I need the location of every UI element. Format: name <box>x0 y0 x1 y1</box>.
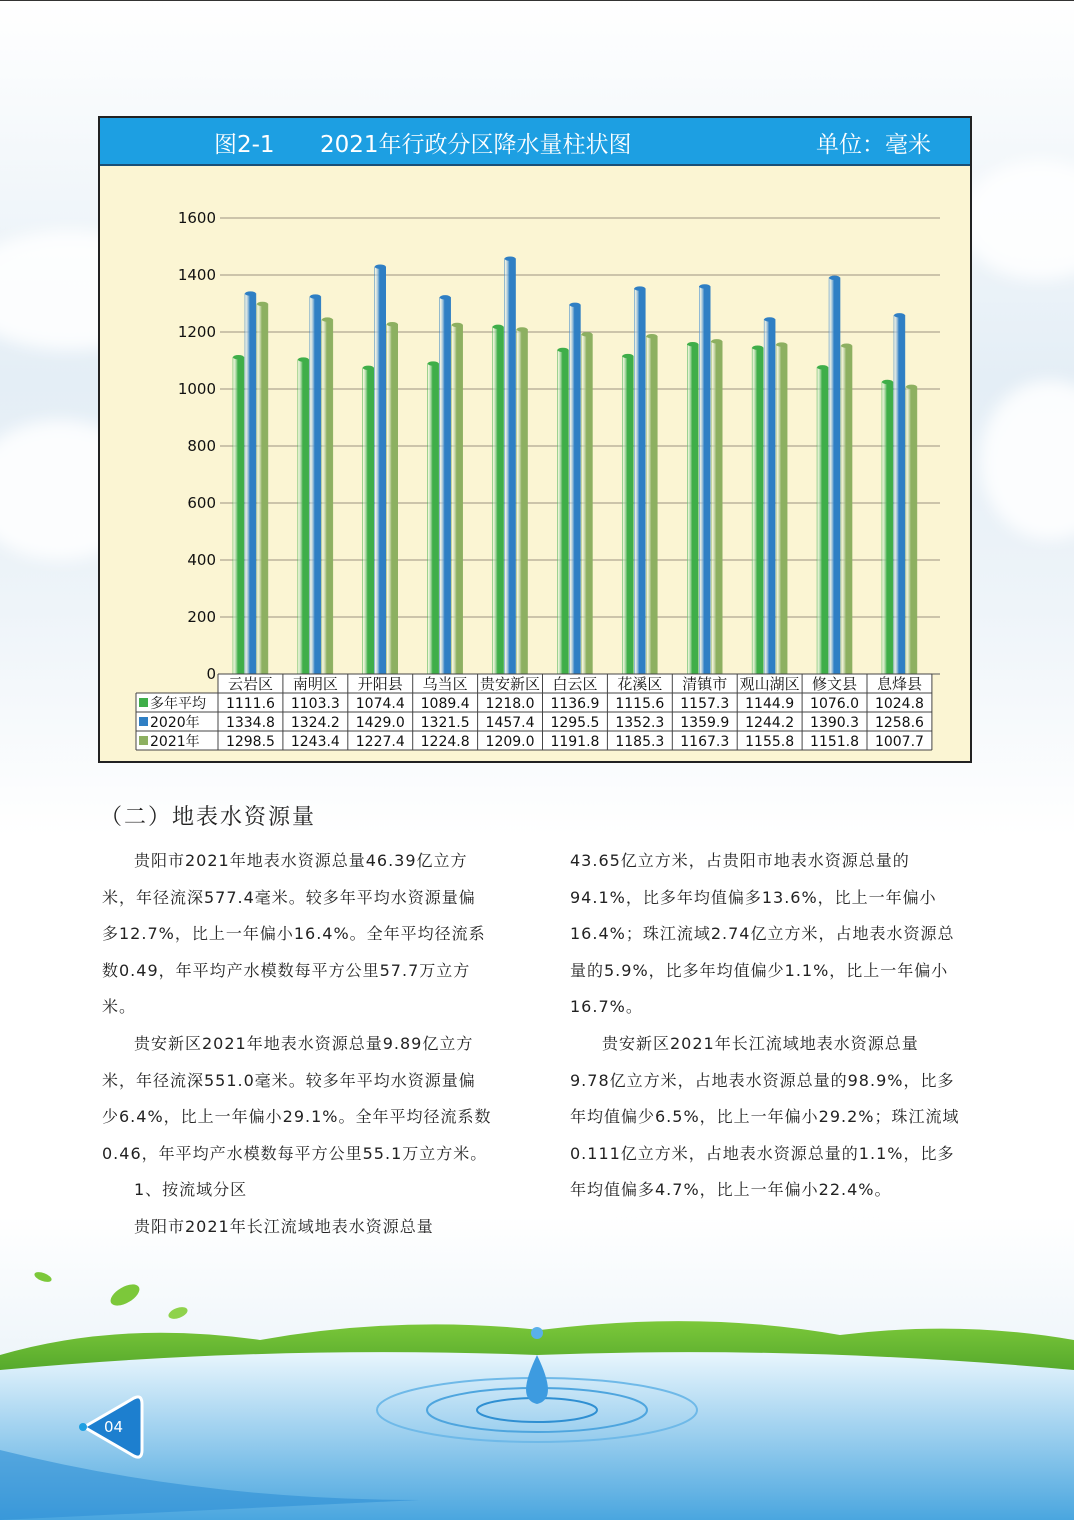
text-line: 多12.7%，比上一年偏小16.4%。全年平均径流系 <box>102 924 486 944</box>
text-line: 贵阳市2021年长江流域地表水资源总量 <box>134 1216 434 1236</box>
data-value-label: 1151.8 <box>810 734 860 750</box>
data-value-label: 1144.9 <box>745 696 795 712</box>
bar <box>428 364 439 674</box>
bar-cap <box>699 284 710 288</box>
x-category-label: 清镇市 <box>682 675 728 693</box>
y-tick-label: 1600 <box>177 209 216 227</box>
data-value-label: 1111.6 <box>225 696 275 712</box>
bar <box>752 348 763 674</box>
bar-cap <box>310 294 321 298</box>
bar-cap <box>375 265 386 269</box>
y-tick-label: 1200 <box>177 323 216 341</box>
chart-frame <box>98 116 972 763</box>
leaf-decoration <box>15 1265 195 1335</box>
data-value-label: 1295.5 <box>550 715 600 731</box>
bar-cap <box>829 276 840 280</box>
bar <box>569 305 580 674</box>
data-value-label: 1429.0 <box>355 715 405 731</box>
bar-cap <box>622 354 633 358</box>
figure-number: 图2-1 <box>214 132 275 158</box>
bar <box>517 329 528 674</box>
legend-swatch <box>139 698 148 707</box>
x-category-label: 南明区 <box>292 675 338 693</box>
bar-cap <box>841 344 852 348</box>
data-value-label: 1024.8 <box>874 696 924 712</box>
bar <box>452 325 463 674</box>
text-line: 米。 <box>102 997 137 1017</box>
bar-cap <box>687 342 698 346</box>
y-tick-label: 1400 <box>177 266 216 284</box>
bar <box>829 278 840 674</box>
section-title: （二）地表水资源量 <box>100 805 317 830</box>
text-line: 贵阳市2021年地表水资源总量46.39亿立方 <box>134 851 468 870</box>
top-border-line <box>0 0 1074 1</box>
bar <box>363 368 374 674</box>
right-text-column <box>570 843 974 1209</box>
bar-cap <box>569 303 580 307</box>
legend-swatch <box>139 717 148 726</box>
y-tick-label: 200 <box>187 608 216 626</box>
data-value-label: 1089.4 <box>420 696 470 712</box>
text-line: 量的5.9%，比多年均值偏少1.1%，比上一年偏小 <box>570 960 949 980</box>
bar <box>298 360 309 674</box>
text-line: 0.111亿立方米，占地表水资源总量的1.1%，比多 <box>570 1143 955 1163</box>
bar <box>894 315 905 674</box>
bar-chart <box>100 166 970 761</box>
data-value-label: 1298.5 <box>225 734 275 750</box>
bar <box>622 356 633 674</box>
x-category-label: 息烽县 <box>876 675 922 693</box>
data-value-label: 1103.3 <box>290 696 340 712</box>
data-value-label: 1390.3 <box>810 715 860 731</box>
x-category-label: 贵安新区 <box>480 675 541 693</box>
left-text-column <box>102 843 506 1246</box>
text-line: 米，年径流深577.4毫米。较多年平均水资源量偏 <box>102 887 476 907</box>
x-category-label: 乌当区 <box>422 675 468 693</box>
bar <box>310 297 321 674</box>
bar-cap <box>440 295 451 299</box>
bar <box>505 259 516 674</box>
text-line: 9.78亿立方米，占地表水资源总量的98.9%，比多 <box>570 1070 955 1090</box>
data-value-label: 1227.4 <box>355 734 405 750</box>
cloud-decoration <box>980 380 1074 540</box>
bar <box>493 327 504 674</box>
y-tick-label: 600 <box>187 494 216 512</box>
bar <box>776 345 787 674</box>
bar <box>245 294 256 674</box>
bar-cap <box>245 291 256 295</box>
text-line: 数0.49，年平均产水模数每平方公里57.7万立方 <box>102 960 471 980</box>
x-category-label: 花溪区 <box>617 675 663 693</box>
bar-cap <box>776 342 787 346</box>
page-number: 04 <box>104 1418 124 1436</box>
bar <box>440 297 451 674</box>
bar <box>817 367 828 674</box>
bar-cap <box>906 385 917 389</box>
data-value-label: 1352.3 <box>615 715 665 731</box>
data-value-label: 1258.6 <box>874 715 924 731</box>
chart-title: 2021年行政分区降水量柱状图 <box>320 132 632 158</box>
bar <box>233 357 244 674</box>
bar <box>764 319 775 674</box>
bar-cap <box>882 380 893 384</box>
legend-swatch <box>139 736 148 745</box>
bar-cap <box>752 346 763 350</box>
bar-cap <box>764 317 775 321</box>
data-value-label: 1136.9 <box>550 696 600 712</box>
text-line: 1、按流域分区 <box>134 1180 248 1200</box>
data-value-label: 1244.2 <box>745 715 795 731</box>
bar <box>634 289 645 674</box>
x-category-label: 开阳县 <box>357 675 403 693</box>
x-category-label: 白云区 <box>552 675 598 693</box>
data-value-label: 1359.9 <box>680 715 730 731</box>
bar <box>906 387 917 674</box>
data-value-label: 1167.3 <box>680 734 730 750</box>
chart-unit: 单位：毫米 <box>816 132 931 158</box>
text-line: 贵安新区2021年长江流域地表水资源总量 <box>602 1033 919 1053</box>
text-line: 少6.4%，比上一年偏小29.1%。全年平均径流系数 <box>102 1107 492 1127</box>
bar-cap <box>298 357 309 361</box>
text-line: 16.4%；珠江流域2.74亿立方米，占地表水资源总 <box>570 924 955 944</box>
text-line: 0.46，年平均产水模数每平方公里55.1万立方米。 <box>102 1143 488 1163</box>
bar-cap <box>581 332 592 336</box>
data-value-label: 1457.4 <box>485 715 535 731</box>
text-line: 贵安新区2021年地表水资源总量9.89亿立方 <box>134 1033 474 1053</box>
x-category-label: 云岩区 <box>227 675 273 693</box>
data-value-label: 1074.4 <box>355 696 405 712</box>
bar-cap <box>646 334 657 338</box>
text-line: 年均值偏少6.5%，比上一年偏小29.2%；珠江流域 <box>570 1107 960 1127</box>
bar-cap <box>452 323 463 327</box>
data-value-label: 1324.2 <box>290 715 340 731</box>
bar-cap <box>322 317 333 321</box>
bar-cap <box>517 327 528 331</box>
bar <box>257 304 268 674</box>
y-tick-label: 800 <box>187 437 216 455</box>
bar <box>557 350 568 674</box>
text-line: 年均值偏多4.7%，比上一年偏小22.4%。 <box>570 1180 892 1200</box>
bar <box>841 346 852 674</box>
bar-cap <box>505 256 516 260</box>
data-value-label: 1157.3 <box>680 696 730 712</box>
data-value-label: 1155.8 <box>745 734 795 750</box>
bar-cap <box>894 313 905 317</box>
bar-cap <box>387 322 398 326</box>
bar <box>646 336 657 674</box>
chart-header <box>100 118 970 166</box>
bar-cap <box>711 339 722 343</box>
bar <box>375 267 386 674</box>
data-value-label: 1007.7 <box>874 734 924 750</box>
data-value-label: 1209.0 <box>485 734 535 750</box>
data-value-label: 1243.4 <box>290 734 340 750</box>
data-value-label: 1076.0 <box>810 696 860 712</box>
legend-label: 2021年 <box>150 734 200 750</box>
x-category-label: 修文县 <box>812 675 858 693</box>
bar <box>711 341 722 674</box>
text-line: 米，年径流深551.0毫米。较多年平均水资源量偏 <box>102 1070 476 1090</box>
bar <box>581 334 592 674</box>
bar <box>322 320 333 674</box>
text-line: 43.65亿立方米，占贵阳市地表水资源总量的 <box>570 851 910 870</box>
bar-cap <box>557 348 568 352</box>
data-value-label: 1334.8 <box>225 715 275 731</box>
bar-cap <box>817 365 828 369</box>
data-value-label: 1218.0 <box>485 696 535 712</box>
bar <box>882 382 893 674</box>
text-line: 94.1%，比多年均值偏多13.6%，比上一年偏小 <box>570 887 937 907</box>
bar <box>699 286 710 674</box>
bar-cap <box>363 366 374 370</box>
bar-cap <box>257 302 268 306</box>
data-value-label: 1191.8 <box>550 734 600 750</box>
y-tick-label: 0 <box>206 665 216 683</box>
bar-cap <box>428 361 439 365</box>
text-line: 16.7%。 <box>570 997 643 1017</box>
y-tick-label: 400 <box>187 551 216 569</box>
data-value-label: 1224.8 <box>420 734 470 750</box>
x-category-label: 观山湖区 <box>739 675 800 693</box>
water-droplet <box>531 1327 543 1339</box>
data-value-label: 1115.6 <box>615 696 665 712</box>
data-value-label: 1185.3 <box>615 734 665 750</box>
cloud-decoration <box>960 160 1074 280</box>
bar <box>387 324 398 674</box>
bar-cap <box>634 286 645 290</box>
legend-label: 多年平均 <box>150 696 206 712</box>
y-tick-label: 1000 <box>177 380 216 398</box>
legend-label: 2020年 <box>150 715 200 731</box>
data-value-label: 1321.5 <box>420 715 470 731</box>
bar-cap <box>233 355 244 359</box>
bar <box>687 344 698 674</box>
bar-cap <box>493 325 504 329</box>
